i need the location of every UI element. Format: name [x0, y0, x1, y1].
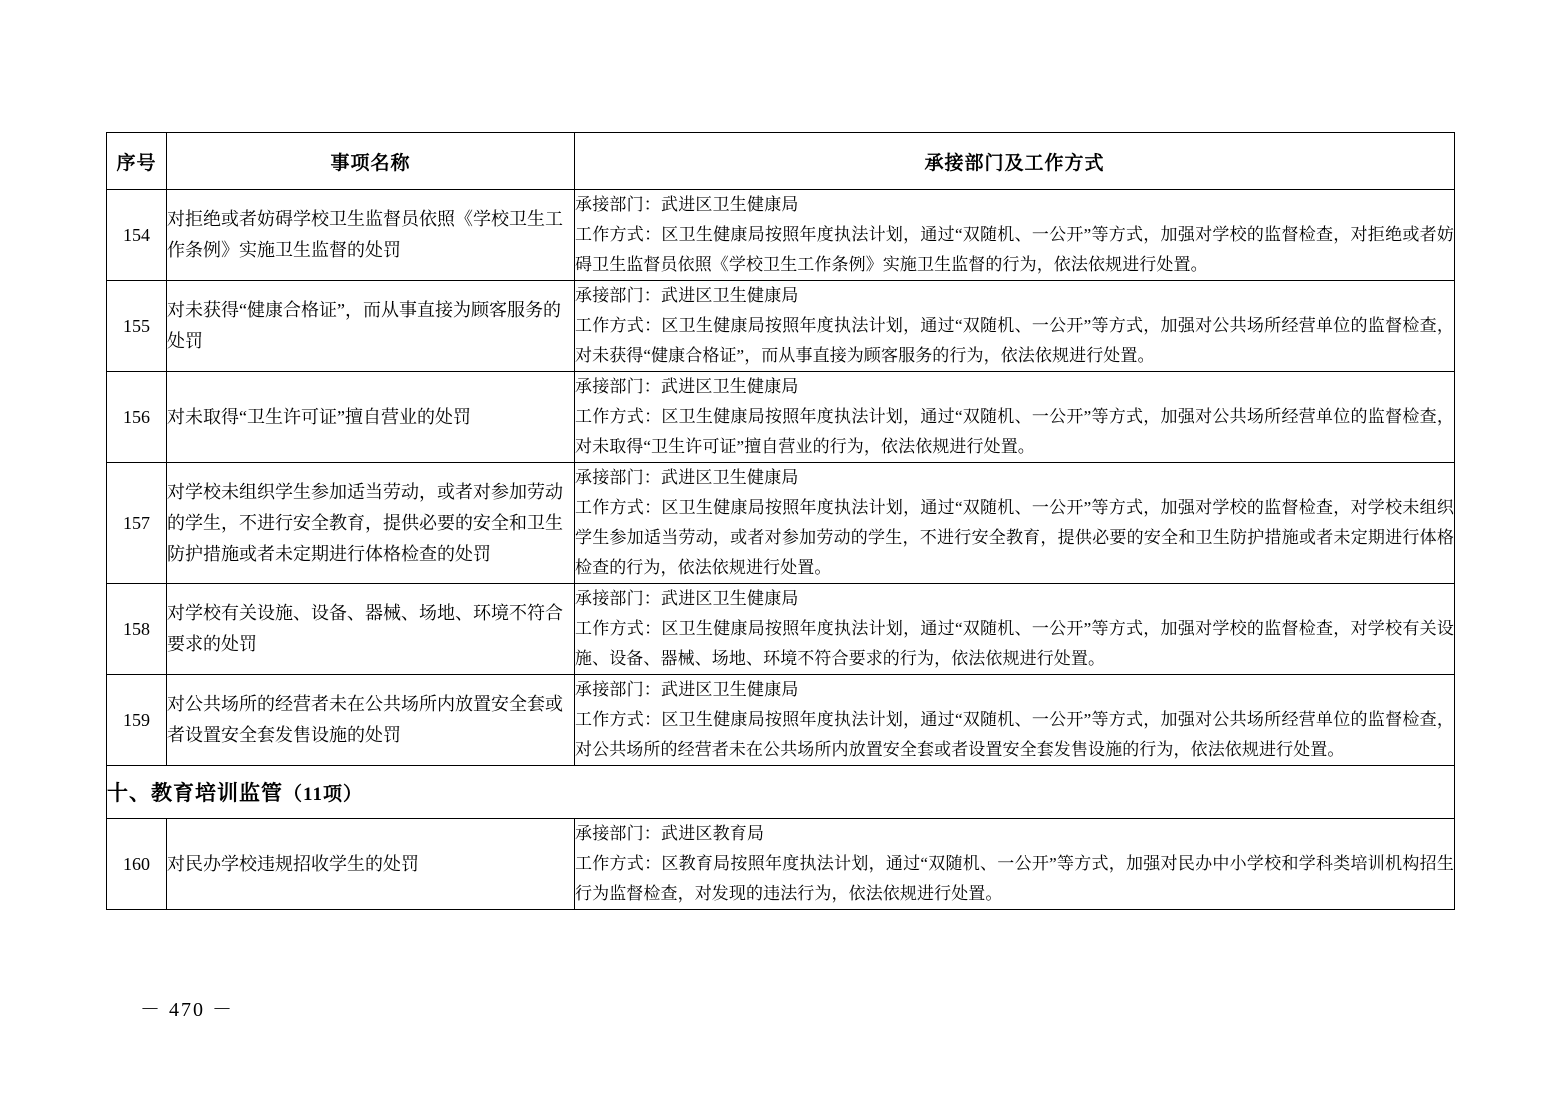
page-number: － 470 － — [140, 999, 234, 1021]
row-item-name: 对未获得“健康合格证”，而从事直接为顾客服务的处罚 — [167, 281, 575, 372]
row-item-name: 对民办学校违规招收学生的处罚 — [167, 819, 575, 910]
row-dept-method — [575, 190, 1455, 281]
section-count: （11项） — [283, 784, 363, 805]
section-heading — [107, 766, 1455, 819]
dept-line: 承接部门：武进区教育局 — [575, 824, 765, 843]
table-row — [107, 584, 1455, 675]
section-title-text: 十、教育培训监管 — [107, 781, 283, 805]
items-table — [106, 132, 1455, 910]
method-line: 工作方式：区卫生健康局按照年度执法计划，通过“双随机、一公开”等方式，加强对学校的监督检查，对拒绝或者妨碍卫生监督员依照《学校卫生工作条例》实施卫生监督的行为，依法依规进行处置。 — [575, 225, 1454, 274]
table-row — [107, 819, 1455, 910]
row-number: 157 — [107, 463, 167, 584]
row-dept-method — [575, 675, 1455, 766]
row-item-name: 对未取得“卫生许可证”擅自营业的处罚 — [167, 372, 575, 463]
column-header-name: 事项名称 — [167, 133, 575, 190]
row-dept-method — [575, 372, 1455, 463]
row-number: 158 — [107, 584, 167, 675]
table-row — [107, 372, 1455, 463]
column-header-no: 序号 — [107, 133, 167, 190]
method-line: 工作方式：区卫生健康局按照年度执法计划，通过“双随机、一公开”等方式，加强对公共场所经营单位的监督检查，对未获得“健康合格证”，而从事直接为顾客服务的行为，依法依规进行处置。 — [575, 316, 1454, 365]
row-number: 155 — [107, 281, 167, 372]
row-item-name: 对学校有关设施、设备、器械、场地、环境不符合要求的处罚 — [167, 584, 575, 675]
method-line: 工作方式：区卫生健康局按照年度执法计划，通过“双随机、一公开”等方式，加强对学校的监督检查，对学校未组织学生参加适当劳动，或者对参加劳动的学生，不进行安全教育，提供必要的安全和卫生防护措施或者未定期进行体格检查的行为，依法依规进行处置。 — [575, 498, 1454, 577]
table-row — [107, 190, 1455, 281]
row-dept-method — [575, 819, 1455, 910]
row-number: 154 — [107, 190, 167, 281]
dept-line: 承接部门：武进区卫生健康局 — [575, 680, 799, 699]
dept-line: 承接部门：武进区卫生健康局 — [575, 195, 799, 214]
row-item-name: 对公共场所的经营者未在公共场所内放置安全套或者设置安全套发售设施的处罚 — [167, 675, 575, 766]
dept-line: 承接部门：武进区卫生健康局 — [575, 286, 799, 305]
row-dept-method — [575, 584, 1455, 675]
row-dept-method — [575, 281, 1455, 372]
row-item-name: 对学校未组织学生参加适当劳动，或者对参加劳动的学生，不进行安全教育，提供必要的安全和卫生防护措施或者未定期进行体格检查的处罚 — [167, 463, 575, 584]
dept-line: 承接部门：武进区卫生健康局 — [575, 589, 799, 608]
column-header-dept: 承接部门及工作方式 — [575, 133, 1455, 190]
table-row — [107, 281, 1455, 372]
table-header-row — [107, 133, 1455, 190]
method-line: 工作方式：区卫生健康局按照年度执法计划，通过“双随机、一公开”等方式，加强对学校的监督检查，对学校有关设施、设备、器械、场地、环境不符合要求的行为，依法依规进行处置。 — [575, 619, 1454, 668]
method-line: 工作方式：区教育局按照年度执法计划，通过“双随机、一公开”等方式，加强对民办中小学校和学科类培训机构招生行为监督检查，对发现的违法行为，依法依规进行处置。 — [575, 854, 1454, 903]
dept-line: 承接部门：武进区卫生健康局 — [575, 377, 799, 396]
table-row — [107, 463, 1455, 584]
table-row — [107, 675, 1455, 766]
table-header — [107, 133, 1455, 190]
method-line: 工作方式：区卫生健康局按照年度执法计划，通过“双随机、一公开”等方式，加强对公共场所经营单位的监督检查，对公共场所的经营者未在公共场所内放置安全套或者设置安全套发售设施的行为，依法依规进行处置。 — [575, 710, 1454, 759]
row-dept-method — [575, 463, 1455, 584]
row-item-name: 对拒绝或者妨碍学校卫生监督员依照《学校卫生工作条例》实施卫生监督的处罚 — [167, 190, 575, 281]
table-body — [107, 190, 1455, 910]
method-line: 工作方式：区卫生健康局按照年度执法计划，通过“双随机、一公开”等方式，加强对公共场所经营单位的监督检查，对未取得“卫生许可证”擅自营业的行为，依法依规进行处置。 — [575, 407, 1454, 456]
dept-line: 承接部门：武进区卫生健康局 — [575, 468, 799, 487]
row-number: 160 — [107, 819, 167, 910]
row-number: 156 — [107, 372, 167, 463]
section-heading-row — [107, 766, 1455, 819]
row-number: 159 — [107, 675, 167, 766]
